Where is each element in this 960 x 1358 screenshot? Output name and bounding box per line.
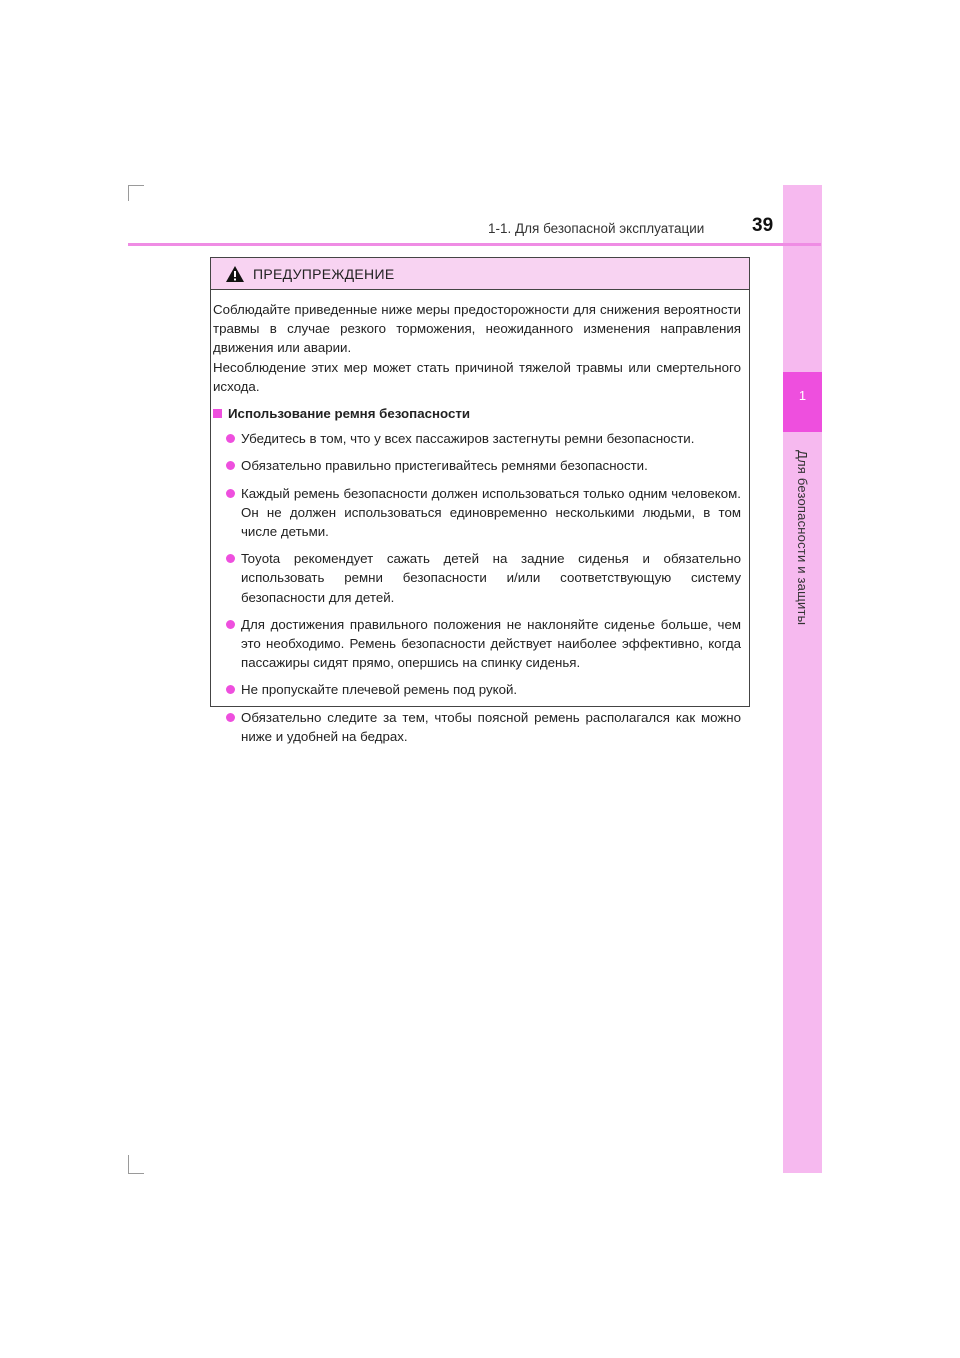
bullet-dot-icon [226, 713, 235, 722]
square-bullet-icon [213, 409, 222, 418]
chapter-number: 1 [798, 388, 807, 403]
crop-mark-bottom-h [128, 1173, 144, 1174]
list-item [226, 680, 741, 699]
list-item-text: Обязательно правильно пристегивайтесь ремнями безопасности. [241, 458, 648, 474]
list-item [226, 429, 741, 448]
chapter-marker [783, 372, 822, 432]
crop-mark-bottom-v [128, 1155, 129, 1173]
warning-body [211, 290, 749, 746]
crop-mark-top-h [128, 185, 144, 186]
bullet-dot-icon [226, 489, 235, 498]
list-item [226, 615, 741, 673]
section-title: 1-1. Для безопасной эксплуатации [488, 221, 705, 236]
chapter-title-vertical [783, 450, 822, 690]
bullet-dot-icon [226, 554, 235, 563]
list-item-text: Toyota рекомендует сажать детей на задние сиденья и обязательно использовать ремни безопасности и/или соответствующую систему безопасности для детей. [241, 551, 741, 605]
list-item-text: Для достижения правильного положения не наклоняйте сиденье больше, чем это необходимо. Ремень безопасности действует наиболее эффективно, когда пассажиры сидят прямо, опершись на спинку сиденья. [241, 616, 741, 671]
warning-box [210, 257, 750, 744]
bullet-dot-icon [226, 685, 235, 694]
bullet-dot-icon [226, 620, 235, 629]
subheading [213, 404, 741, 423]
list-item [226, 484, 741, 542]
chapter-title: Для безопасности и защиты [795, 450, 810, 626]
list-item [226, 456, 741, 475]
page-number: 39 [752, 215, 774, 236]
list-item [226, 708, 741, 746]
list-item-text: Не пропускайте плечевой ремень под рукой. [241, 682, 518, 698]
warning-triangle-icon [225, 265, 245, 283]
subheading-text: Использование ремня безопасности [228, 406, 471, 422]
warning-consequence: Несоблюдение этих мер может стать причиной тяжелой травмы или смертельного исхода. [213, 359, 741, 394]
list-item-text: Убедитесь в том, что у всех пассажиров застегнуты ремни безопасности. [241, 431, 695, 447]
bullet-dot-icon [226, 434, 235, 443]
crop-mark-top-v [128, 185, 129, 201]
header-rule [128, 243, 821, 246]
list-item [226, 549, 741, 607]
list-item-text: Обязательно следите за тем, чтобы поясной ремень располагался как можно ниже и удобней на бедрах. [241, 709, 741, 744]
warning-header [211, 258, 749, 290]
list-item-text: Каждый ремень безопасности должен использоваться только одним человеком. Он не должен использоваться единовременно несколькими людьми, в том числе детьми. [241, 485, 741, 540]
warning-intro: Соблюдайте приведенные ниже меры предосторожности для снижения вероятности травмы в случае резкого торможения, неожиданного изменения направления движения или аварии. [213, 302, 741, 356]
bullet-dot-icon [226, 461, 235, 470]
warning-title: ПРЕДУПРЕЖДЕНИЕ [253, 265, 395, 282]
